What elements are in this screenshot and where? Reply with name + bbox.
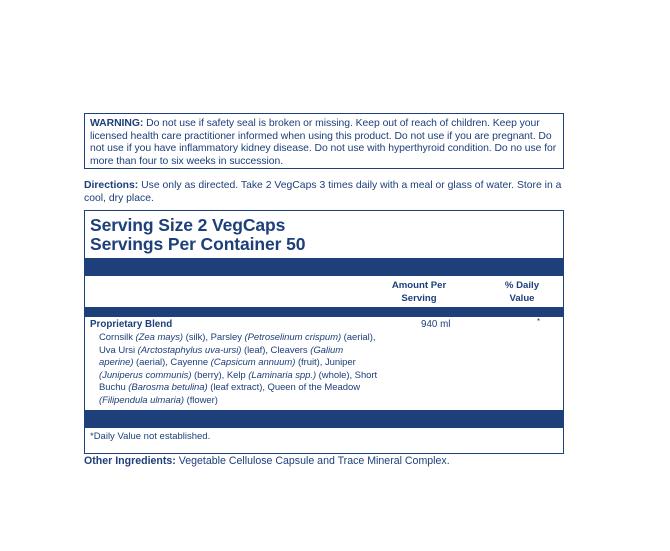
- warning-label: WARNING:: [90, 118, 144, 129]
- ingredient-text: (berry), Kelp: [191, 369, 249, 381]
- other-ingredients-text: Vegetable Cellulose Capsule and Trace Mineral Complex.: [175, 455, 450, 467]
- botanical-name: (Arctostaphylus uva-ursi): [137, 344, 242, 356]
- dv-header-line1: % Daily: [504, 280, 540, 291]
- other-ingredients-label: Other Ingredients:: [84, 455, 176, 467]
- supplement-facts-panel: [84, 210, 564, 454]
- divider-bar-bottom: [85, 410, 563, 428]
- servings-per-container: Servings Per Container 50: [90, 234, 306, 254]
- blend-ingredients: [99, 332, 379, 408]
- directions-text: Use only as directed. Take 2 VegCaps 3 times daily with a meal or glass of water. Store in a cool, dry place.: [84, 180, 562, 204]
- amount-header-line2: Serving: [401, 292, 437, 304]
- directions-label: Directions:: [84, 180, 139, 191]
- directions: [84, 180, 564, 205]
- botanical-name: (Laminaria spp.): [248, 369, 317, 381]
- blend-name: Proprietary Blend: [90, 319, 173, 330]
- botanical-name: (Petroselinum crispum): [244, 332, 342, 343]
- ingredient-text: (whole), Short Buchu: [99, 369, 378, 394]
- warning-box: [84, 113, 564, 169]
- ingredient-text: (leaf extract), Queen of the Meadow: [207, 382, 361, 394]
- ingredient-text: (leaf), Cleavers: [241, 344, 311, 356]
- ingredient-text: (silk), Parsley: [183, 332, 245, 343]
- daily-value-footnote: *Daily Value not established.: [90, 431, 211, 442]
- divider-bar-top: [85, 258, 563, 276]
- botanical-name: (Galium aperine): [99, 344, 344, 369]
- botanical-name: (Barosma betulina): [128, 382, 208, 394]
- ingredient-text: (fruit), Juniper: [295, 357, 356, 369]
- serving-size: Serving Size 2 VegCaps: [90, 215, 286, 235]
- botanical-name: (Juniperus communis): [99, 369, 192, 381]
- warning-text: Do not use if safety seal is broken or missing. Keep out of reach of children. Keep your licensed health care practitioner informed when using this product. Do not use if you are pregnant. Do not use if you have inflammatory kidney disease. Do not use with hyperthyroid condition. Do no use for more than four to six weeks in succession.: [90, 118, 557, 167]
- amount-per-serving-header: [391, 280, 447, 305]
- blend-daily-value: *: [537, 317, 541, 326]
- ingredient-text: (flower): [184, 394, 218, 406]
- botanical-name: (Zea mays): [135, 332, 184, 343]
- daily-value-header: [495, 280, 549, 305]
- botanical-name: (Filipendula ulmaria): [99, 394, 185, 406]
- ingredient-text: (aerial), Cayenne: [133, 357, 211, 369]
- ingredient-text: (aerial), Uva Ursi: [99, 332, 376, 356]
- dv-header-line2: Value: [509, 292, 535, 304]
- ingredient-text: Cornsilk: [99, 332, 136, 343]
- amount-header-line1: Amount Per: [391, 280, 447, 291]
- other-ingredients: [84, 455, 564, 468]
- blend-amount: 940 ml: [421, 319, 451, 330]
- divider-bar-middle: [85, 307, 563, 317]
- botanical-name: (Capsicum annuum): [210, 357, 296, 369]
